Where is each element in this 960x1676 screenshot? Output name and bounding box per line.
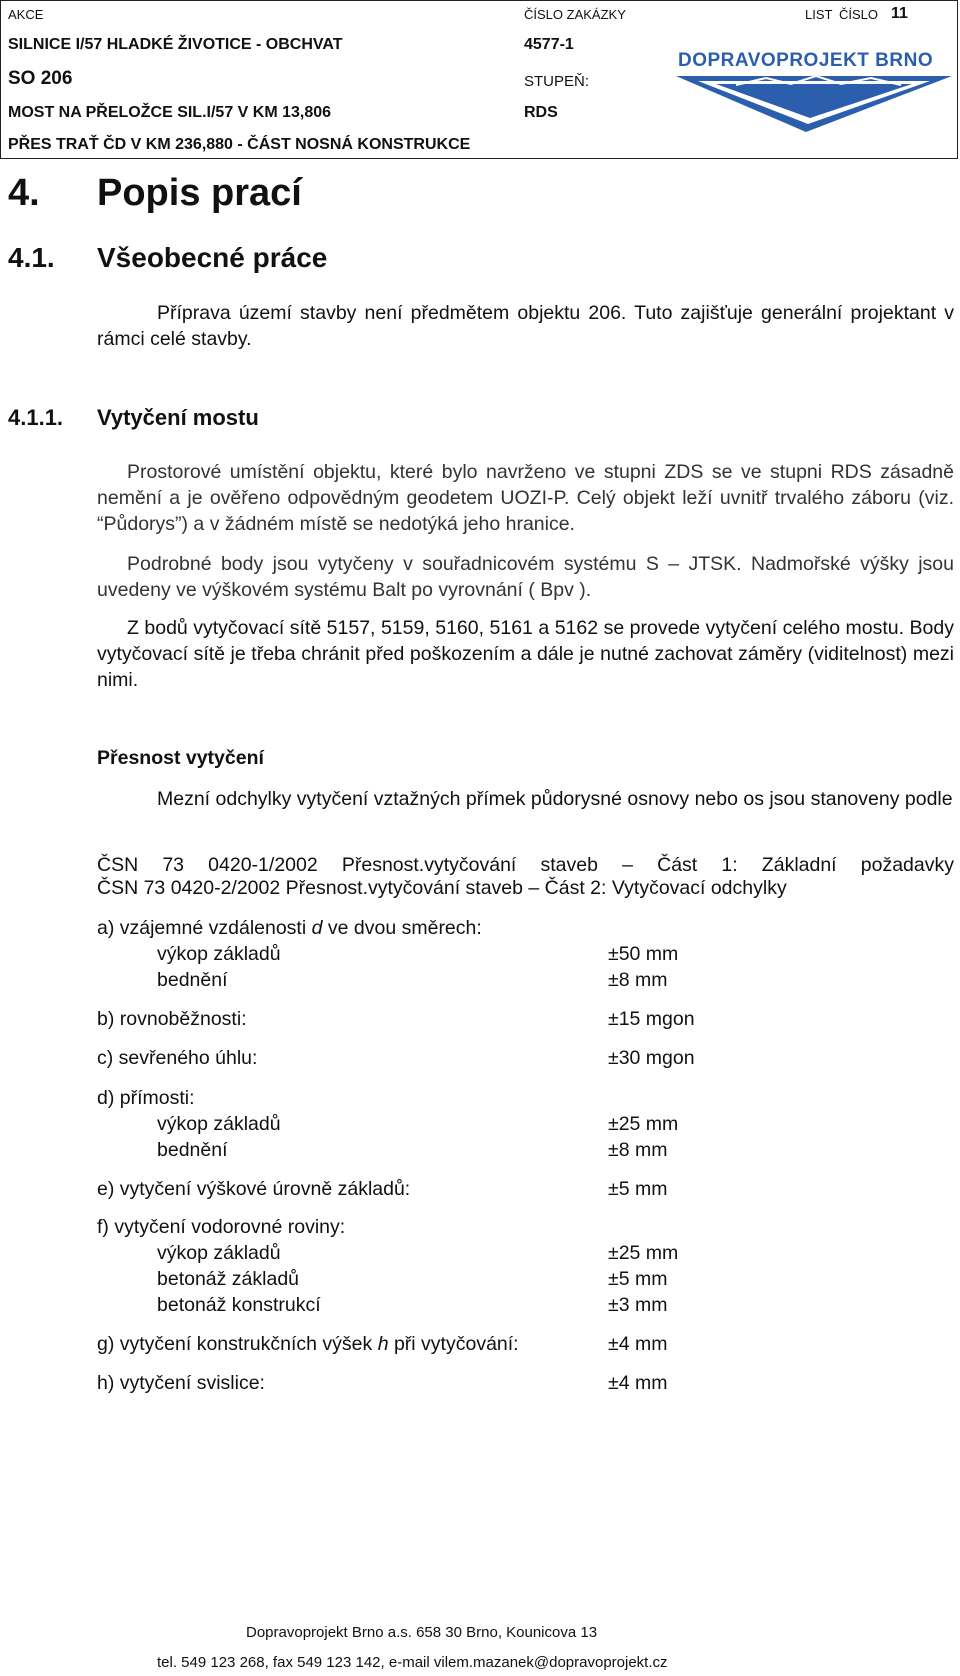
item-d-label: d) přímosti: (97, 1087, 195, 1109)
object-code: SO 206 (8, 68, 73, 89)
item-g-variable: h (377, 1333, 389, 1355)
item-d-sub-1-value: ±25 mm (608, 1113, 679, 1135)
item-a-sub-1-value: ±50 mm (608, 943, 679, 965)
item-e-label: e) vytyčení výškové úrovně základů: (97, 1178, 411, 1200)
stage-value: RDS (524, 104, 558, 121)
subsubsection-title: Vytyčení mostu (97, 405, 259, 430)
company-logo-text: DOPRAVOPROJEKT BRNO (678, 50, 934, 71)
item-b-value: ±15 mgon (608, 1008, 695, 1030)
paragraph-placement-text: Prostorové umístění objektu, které bylo navrženo ve stupni ZDS se ve stupni RDS zásadně nemění a je ověřeno odpovědným geodetem UOZI-P. Celý objekt leží uvnitř trvalého záboru (viz. “Půdorys”) a v žádném místě se nedotýká jeho hranice. (97, 461, 954, 535)
paragraph-placement (97, 459, 954, 537)
subsection-title: Všeobecné práce (97, 242, 328, 273)
accuracy-intro-text: Mezní odchylky vytyčení vztažných přímek půdorysné osnovy nebo os jsou stanoveny podle (157, 788, 953, 810)
akce-label: AKCE (8, 7, 44, 22)
item-f-sub-3-label: betonáž konstrukcí (157, 1294, 321, 1316)
item-a-sub-2-value: ±8 mm (608, 969, 668, 991)
company-logo-icon (676, 72, 952, 134)
item-f-sub-1-label: výkop základů (157, 1242, 281, 1264)
sheet-number-label: ČÍSLO (839, 7, 879, 22)
footer-address: Dopravoprojekt Brno a.s. 658 30 Brno, Kounicova 13 (246, 1624, 598, 1641)
item-a-variable: d (311, 917, 323, 939)
order-number: 4577-1 (524, 36, 574, 53)
footer-contact: tel. 549 123 268, fax 549 123 142, e-mail vilem.mazanek@dopravoprojekt.cz (157, 1654, 668, 1671)
item-e-value: ±5 mm (608, 1178, 668, 1200)
item-g-label (97, 1333, 519, 1356)
sheet-label: LIST (805, 7, 833, 22)
item-d-sub-2-value: ±8 mm (608, 1139, 668, 1161)
order-number-label: ČÍSLO ZAKÁZKY (524, 7, 626, 22)
item-a-post: ve dvou směrech: (322, 917, 482, 939)
item-f-sub-2-label: betonáž základů (157, 1268, 300, 1290)
item-g-pre: g) vytyčení konstrukčních výšek (97, 1333, 378, 1355)
item-g-post: při vytyčování: (388, 1333, 519, 1355)
paragraph-general (97, 300, 954, 352)
paragraph-general-text: Příprava území stavby není předmětem objektu 206. Tuto zajišťuje generální projektant v rámci celé stavby. (97, 302, 954, 350)
bridge-subtitle: PŘES TRAŤ ČD V KM 236,880 - ČÁST NOSNÁ KONSTRUKCE (8, 136, 471, 153)
section-title: Popis prací (97, 172, 302, 214)
section-number: 4. (8, 172, 40, 214)
paragraph-coordinates (97, 551, 954, 603)
item-d-sub-1-label: výkop základů (157, 1113, 281, 1135)
item-f-sub-2-value: ±5 mm (608, 1268, 668, 1290)
stage-label: STUPEŇ: (524, 73, 590, 90)
paragraph-network (97, 615, 954, 693)
paragraph-network-text: Z bodů vytyčovací sítě 5157, 5159, 5160, 5161 a 5162 se provede vytyčení celého mostu. Body vytyčovací sítě je třeba chránit před poškozením a dále je nutné zachovat záměry (viditelnost) mezi nimi. (97, 617, 954, 691)
subsubsection-number: 4.1.1. (8, 405, 64, 430)
item-f-sub-1-value: ±25 mm (608, 1242, 679, 1264)
item-a-sub-2-label: bednění (157, 969, 228, 991)
item-h-label: h) vytyčení svislice: (97, 1372, 265, 1394)
item-d-sub-2-label: bednění (157, 1139, 228, 1161)
project-title: SILNICE I/57 HLADKÉ ŽIVOTICE - OBCHVAT (8, 36, 343, 53)
standard-2: ČSN 73 0420-2/2002 Přesnost.vytyčování staveb – Část 2: Vytyčovací odchylky (97, 877, 787, 899)
item-a-sub-1-label: výkop základů (157, 943, 281, 965)
standard-1: ČSN 73 0420-1/2002 Přesnost.vytyčování staveb – Část 1: Základní požadavky (97, 854, 954, 876)
item-f-sub-3-value: ±3 mm (608, 1294, 668, 1316)
accuracy-intro (97, 786, 954, 812)
item-a-pre: a) vzájemné vzdálenosti (97, 917, 312, 939)
item-a-label (97, 917, 482, 940)
subsection-number: 4.1. (8, 242, 55, 273)
sheet-number: 11 (891, 5, 908, 22)
item-c-value: ±30 mgon (608, 1047, 695, 1069)
item-b-label: b) rovnoběžnosti: (97, 1008, 247, 1030)
item-h-value: ±4 mm (608, 1372, 668, 1394)
accuracy-title: Přesnost vytyčení (97, 747, 264, 769)
item-g-value: ±4 mm (608, 1333, 668, 1355)
bridge-title: MOST NA PŘELOŽCE SIL.I/57 V KM 13,806 (8, 104, 332, 121)
paragraph-coordinates-text: Podrobné body jsou vytyčeny v souřadnicovém systému S – JTSK. Nadmořské výšky jsou uvedeny ve výškovém systému Balt po vyrovnání ( Bpv ). (97, 553, 954, 601)
item-f-label: f) vytyčení vodorovné roviny: (97, 1216, 346, 1238)
item-c-label: c) sevřeného úhlu: (97, 1047, 258, 1069)
